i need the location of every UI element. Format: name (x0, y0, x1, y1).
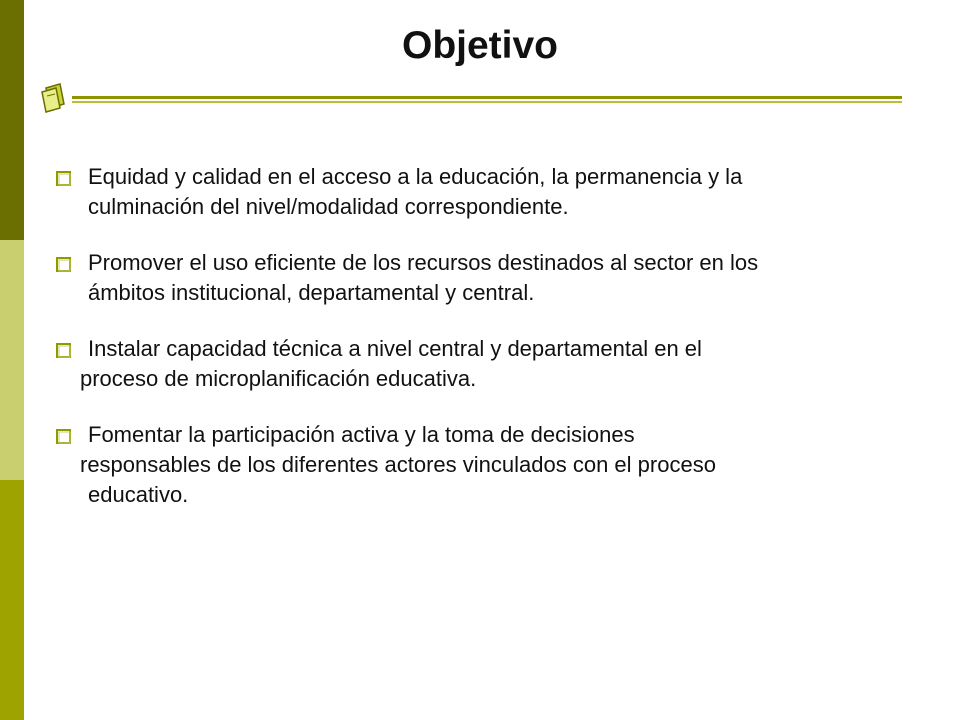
title-rule-thick-line (72, 96, 902, 99)
title-underline-rule (72, 96, 902, 104)
bullet-line: proceso de microplanificación educativa. (80, 366, 477, 391)
checkbox-square-icon (56, 171, 71, 186)
bullet-item (56, 162, 926, 222)
side-color-strip (0, 0, 24, 720)
checkbox-square-icon (56, 429, 71, 444)
bullet-line: Promover el uso eficiente de los recursos destinados al sector en los (88, 250, 759, 275)
side-strip-mid-segment (0, 480, 24, 720)
bullet-line: responsables de los diferentes actores vinculados con el proceso (80, 452, 716, 477)
bullet-line: Fomentar la participación activa y la toma de decisiones (88, 422, 635, 447)
objectives-bullet-list (56, 162, 926, 536)
bullet-line: ámbitos institucional, departamental y central. (88, 280, 535, 305)
bullet-item (56, 248, 926, 308)
bullet-line: culminación del nivel/modalidad correspondiente. (88, 194, 569, 219)
side-strip-light-segment (0, 240, 24, 480)
bullet-line: Instalar capacidad técnica a nivel central y departamental en el (88, 336, 702, 361)
checkbox-square-icon (56, 343, 71, 358)
bullet-item (56, 420, 926, 510)
bullet-item (56, 334, 926, 394)
green-book-stack-icon (38, 80, 72, 114)
bullet-line: educativo. (88, 482, 189, 507)
bullet-line: Equidad y calidad en el acceso a la educación, la permanencia y la (88, 164, 743, 189)
slide-title: Objetivo (401, 24, 559, 67)
title-rule-thin-line (72, 101, 902, 103)
checkbox-square-icon (56, 257, 71, 272)
